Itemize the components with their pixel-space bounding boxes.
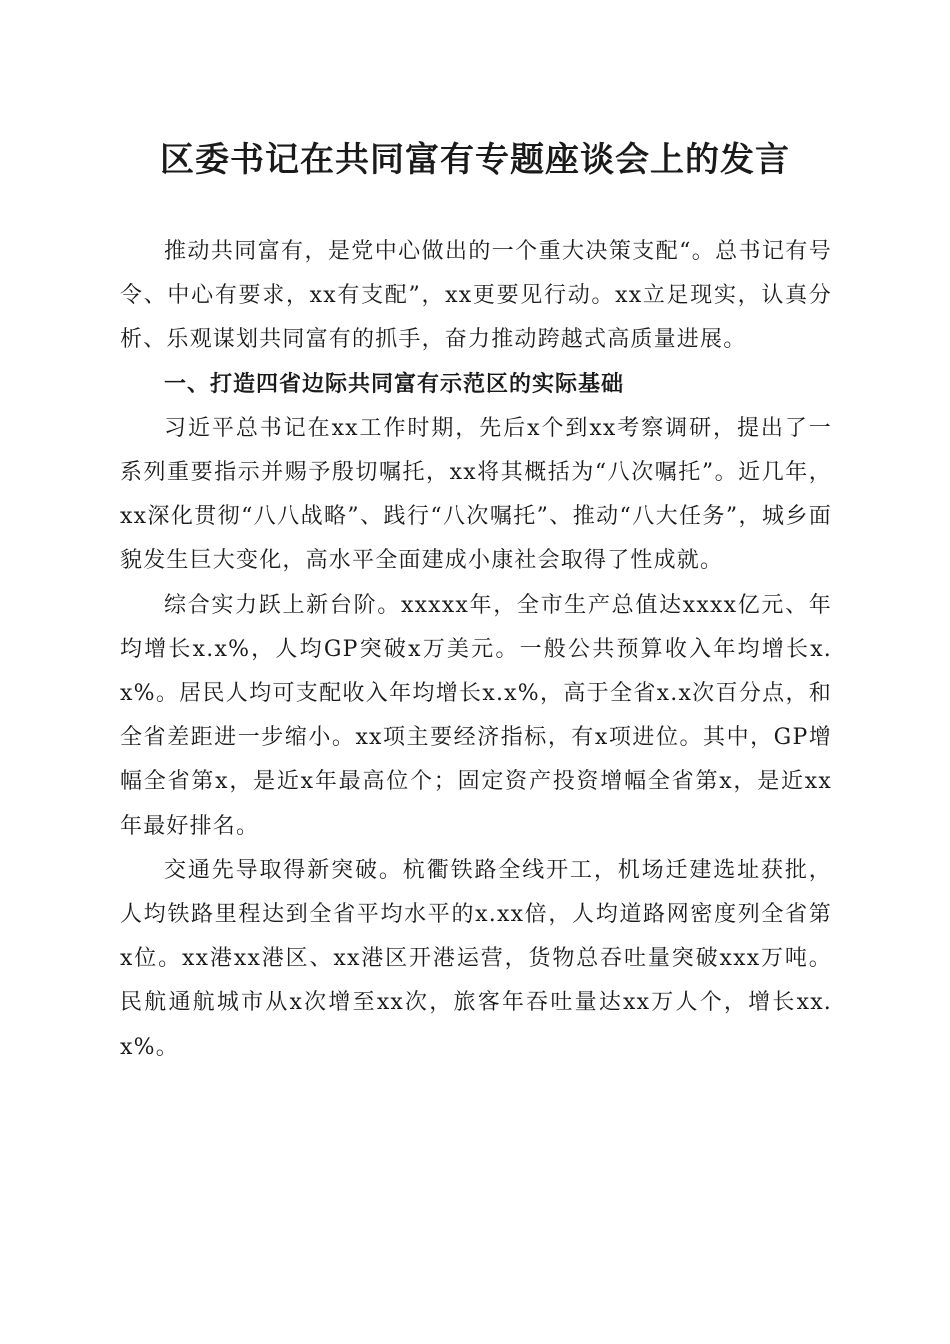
intro-paragraph: 推动共同富有，是党中心做出的一个重大决策支配“。总书记有号令、中心有要求，xx有支配”，xx更要见行动。xx立足现实，认真分析、乐观谋划共同富有的抓手，奋力推动跨越式高质量进展。 <box>120 239 832 353</box>
document-body <box>120 230 832 1070</box>
section-paragraph-2: 综合实力跃上新台阶。xxxxx年，全市生产总值达xxxx亿元、年均增长x.x%，人均GP突破x万美元。一般公共预算收入年均增长x.x%。居民人均可支配收入年均增长x.x%，高于全省x.x次百分点，和全省差距进一步缩小。xx项主要经济指标，有x项进位。其中，GP增幅全省第x，是近x年最高位个；固定资产投资增幅全省第x，是近xx年最好排名。 <box>120 592 832 839</box>
section-paragraph-3: 交通先导取得新突破。杭衢铁路全线开工，机场迁建选址获批，人均铁路里程达到全省平均水平的x.xx倍，人均道路网密度列全省第x位。xx港xx港区、xx港区开港运营，货物总吞吐量突破xxx万吨。民航通航城市从x次增至xx次，旅客年吞吐量达xx万人个，增长xx.x%。 <box>120 857 832 1060</box>
section-heading: 一、打造四省边际共同富有示范区的实际基础 <box>164 371 625 397</box>
section-paragraph-1: 习近平总书记在xx工作时期，先后x个到xx考察调研，提出了一系列重要指示并赐予殷切嘱托，xx将其概括为“八次嘱托”。近几年，xx深化贯彻“八八战略”、践行“八次嘱托”、推动“八大任务”，城乡面貌发生巨大变化，高水平全面建成小康社会取得了性成就。 <box>120 415 832 574</box>
document-title: 区委书记在共同富有专题座谈会上的发言 <box>160 140 790 180</box>
